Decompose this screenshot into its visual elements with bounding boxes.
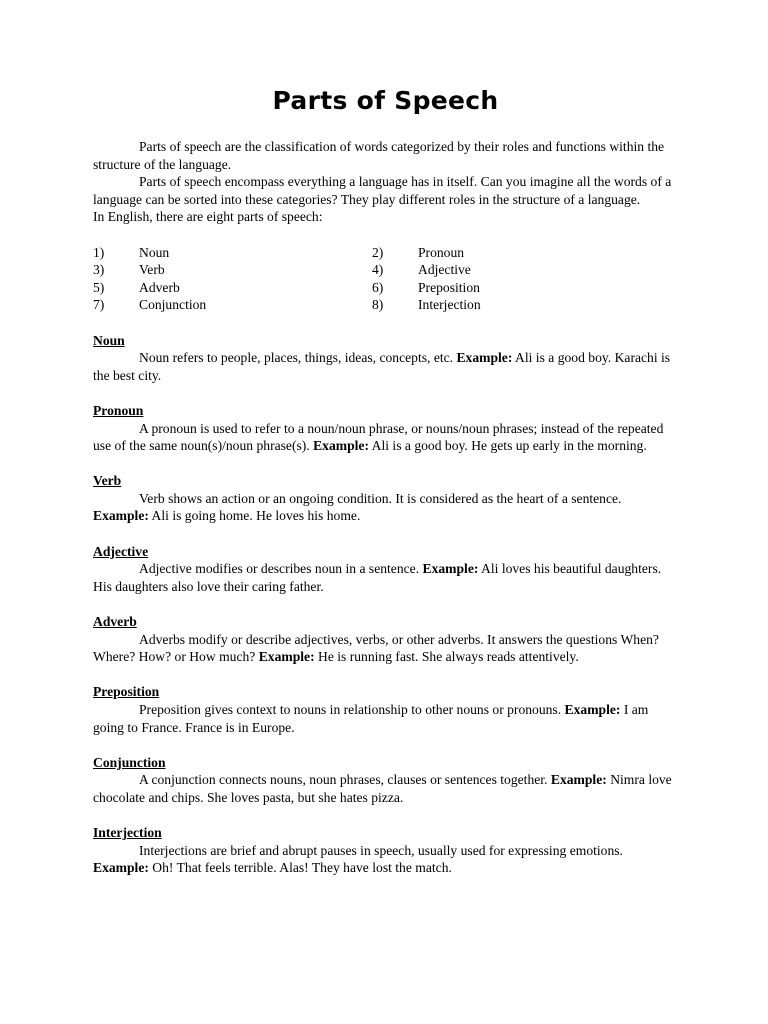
example-text: Ali is a good boy. Karachi is the best city. xyxy=(93,350,671,383)
definition-text: Adverbs modify or describe adjectives, verbs, or other adverbs. It answers the questions When? Where? How? or How much? xyxy=(93,631,659,665)
list-item-label: Noun xyxy=(139,244,170,260)
list-item-label: Adjective xyxy=(418,262,471,278)
section-body xyxy=(93,631,678,666)
list-item-label: Verb xyxy=(139,262,165,278)
list-row xyxy=(93,261,678,279)
example-text: Ali is a good boy. He gets up early in the morning. xyxy=(371,438,647,454)
list-item-label: Preposition xyxy=(418,279,480,295)
list-item-label: Conjunction xyxy=(139,297,207,313)
list-item-number: 7) xyxy=(93,297,105,313)
example-label: Example: xyxy=(93,508,149,524)
definition-text: A pronoun is used to refer to a noun/noun phrase, or nouns/noun phrases; instead of the repeated use of the same noun(s)/noun phrase(s). xyxy=(93,420,664,454)
section-body xyxy=(93,842,678,877)
section-adjective xyxy=(93,543,678,596)
intro-paragraph-1: Parts of speech are the classification of words categorized by their roles and functions within the structure of the language. xyxy=(93,139,665,172)
definition-text: Preposition gives context to nouns in relationship to other nouns or pronouns. xyxy=(139,702,562,717)
section-heading: Noun xyxy=(93,332,125,348)
list-item-label: Adverb xyxy=(139,279,180,295)
list-item xyxy=(93,279,372,297)
section-body xyxy=(93,490,678,525)
section-pronoun xyxy=(93,402,678,455)
example-label: Example: xyxy=(550,772,607,788)
section-preposition xyxy=(93,683,678,736)
intro-paragraph-3: In English, there are eight parts of speech: xyxy=(93,209,323,225)
section-conjunction xyxy=(93,754,678,807)
list-row xyxy=(93,244,678,262)
list-item xyxy=(93,296,372,314)
list-item-number: 5) xyxy=(93,279,105,295)
section-heading: Interjection xyxy=(93,825,162,841)
definition-text: Noun refers to people, places, things, ideas, concepts, etc. xyxy=(139,350,454,366)
definition-text: Verb shows an action or an ongoing condition. It is considered as the heart of a sentence. xyxy=(139,490,622,506)
page-title: Parts of Speech xyxy=(272,86,499,115)
list-item xyxy=(93,261,372,279)
list-item xyxy=(372,244,651,262)
section-heading: Conjunction xyxy=(93,754,166,770)
list-item-label: Pronoun xyxy=(418,244,465,260)
example-label: Example: xyxy=(564,702,621,717)
example-text: Nimra love chocolate and chips. She loves pasta, but she hates pizza. xyxy=(93,772,672,805)
section-heading: Verb xyxy=(93,473,122,489)
section-heading: Preposition xyxy=(93,684,160,700)
section-interjection xyxy=(93,824,678,877)
list-item-number: 2) xyxy=(372,244,384,260)
parts-of-speech-list xyxy=(93,244,678,314)
section-body xyxy=(93,420,678,455)
example-label: Example: xyxy=(456,350,513,366)
example-text: Ali loves his beautiful daughters. His daughters also love their caring father. xyxy=(93,561,662,594)
list-row xyxy=(93,279,678,297)
section-heading: Adjective xyxy=(93,543,149,559)
definition-text: Adjective modifies or describes noun in a sentence. xyxy=(139,561,420,577)
list-item-number: 4) xyxy=(372,262,384,278)
list-item-number: 3) xyxy=(93,262,105,278)
example-label: Example: xyxy=(313,438,369,454)
section-body xyxy=(93,701,678,736)
list-item-number: 1) xyxy=(93,244,105,260)
definition-text: Interjections are brief and abrupt pauses in speech, usually used for expressing emotions. xyxy=(139,842,623,858)
list-item-number: 8) xyxy=(372,297,384,313)
section-body xyxy=(93,771,678,806)
list-item xyxy=(372,279,651,297)
intro-paragraph-2: Parts of speech encompass everything a language has in itself. Can you imagine all the words of a language can be sorted into these categories? They play different roles in the structure of a language. xyxy=(93,174,672,207)
section-heading: Adverb xyxy=(93,614,137,630)
list-item xyxy=(93,244,372,262)
section-heading: Pronoun xyxy=(93,402,144,418)
list-item xyxy=(372,296,651,314)
example-text: I am going to France. France is in Europe. xyxy=(93,702,649,735)
document-page xyxy=(93,86,678,895)
example-text: Ali is going home. He loves his home. xyxy=(151,508,361,524)
list-item-label: Interjection xyxy=(418,297,481,313)
list-row xyxy=(93,296,678,314)
example-label: Example: xyxy=(93,860,149,876)
section-noun xyxy=(93,332,678,385)
list-item xyxy=(372,261,651,279)
example-text: He is running fast. She always reads attentively. xyxy=(318,649,579,665)
section-body xyxy=(93,349,678,384)
example-label: Example: xyxy=(422,561,479,577)
example-text: Oh! That feels terrible. Alas! They have lost the match. xyxy=(152,860,452,876)
section-verb xyxy=(93,472,678,525)
section-adverb xyxy=(93,613,678,666)
section-body xyxy=(93,560,678,595)
example-label: Example: xyxy=(258,649,315,665)
definition-text: A conjunction connects nouns, noun phrases, clauses or sentences together. xyxy=(139,772,548,788)
list-item-number: 6) xyxy=(372,279,384,295)
